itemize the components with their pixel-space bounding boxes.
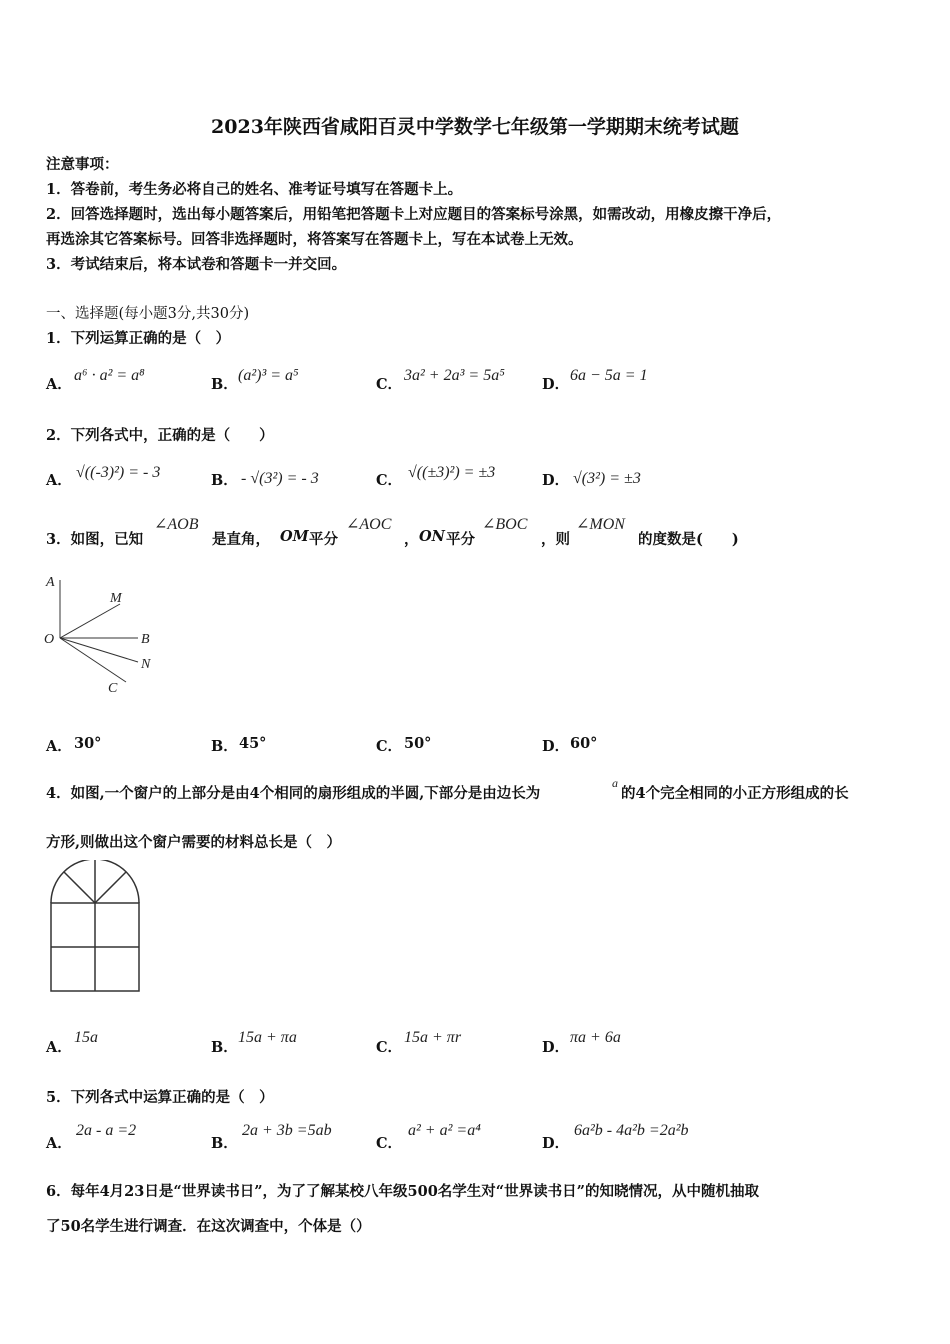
window-sector-right <box>95 872 126 903</box>
q1-stem: 1．下列运算正确的是（ ） <box>46 330 231 347</box>
q1-option-c-label: C． <box>376 376 403 393</box>
q6-line2: 了50名学生进行调查．在这次调查中，个体是（） <box>46 1218 371 1235</box>
window-sector-left <box>64 872 95 903</box>
q5-option-a-expr: 2a - a =2 <box>76 1122 137 1139</box>
q3-option-d-value: 60° <box>570 735 598 752</box>
notice-item-2-cont: 再选涂其它答案标号。回答非选择题时，将答案写在答题卡上，写在本试卷上无效。 <box>46 231 583 248</box>
q4-option-d-expr: πa + 6a <box>570 1029 621 1046</box>
q3-option-c-label: C． <box>376 738 403 755</box>
q3-option-a-value: 30° <box>74 735 102 752</box>
q4-option-d-label: D． <box>542 1039 570 1056</box>
q3-stem-part6: ，则 <box>541 531 570 548</box>
q3-stem-part4: ， <box>404 531 419 548</box>
ray-om <box>60 604 120 638</box>
q2-option-c-expr: √((±3)²) = ±3 <box>408 464 496 481</box>
q1-option-b-label: B． <box>211 376 238 393</box>
q3-stem-part1: 3．如图，已知 <box>46 531 144 548</box>
q3-on: ON <box>419 528 445 545</box>
q5-option-c-label: C． <box>376 1135 403 1152</box>
q4-option-c-expr: 15a + πr <box>404 1029 462 1046</box>
q2-option-d-label: D． <box>542 472 570 489</box>
q2-option-d-expr: √(3²) = ±3 <box>573 470 641 487</box>
q1-option-d-label: D． <box>542 376 570 393</box>
q3-option-c-value: 50° <box>404 735 432 752</box>
q3-stem-part2: 是直角， <box>212 531 270 548</box>
q3-angle-aoc: ∠AOC <box>346 516 392 533</box>
q5-option-c-expr: a² + a² =a⁴ <box>408 1122 481 1139</box>
q3-stem-part5: 平分 <box>446 531 475 548</box>
q2-stem: 2．下列各式中，正确的是（ ） <box>46 427 274 444</box>
q3-option-a-label: A． <box>46 738 72 755</box>
ray-oc <box>60 638 126 682</box>
notice-item-3: 3．考试结束后，将本试卷和答题卡一并交回。 <box>46 256 347 273</box>
q4-window-figure <box>46 860 146 995</box>
q4-option-a-expr: 15a <box>74 1029 98 1046</box>
label-a: A <box>46 575 55 590</box>
q3-angle-aob: ∠AOB <box>154 516 199 533</box>
q4-line2: 方形,则做出这个窗户需要的材料总长是（ ） <box>46 834 342 851</box>
q4-line1-start: 4．如图,一个窗户的上部分是由4个相同的扇形组成的半圆,下部分是由边长为 <box>46 785 541 802</box>
q4-var-a: a <box>612 776 618 790</box>
q3-option-d-label: D． <box>542 738 570 755</box>
section-heading: 一、选择题(每小题3分,共30分) <box>46 306 250 322</box>
q5-option-d-expr: 6a²b - 4a²b =2a²b <box>574 1122 689 1139</box>
q3-angle-figure <box>40 570 170 700</box>
q2-option-b-label: B． <box>211 472 238 489</box>
page-title: 2023年陕西省咸阳百灵中学数学七年级第一学期期末统考试题 <box>211 116 739 138</box>
q1-option-b-expr: (a²)³ = a⁵ <box>238 367 299 384</box>
label-o: O <box>44 632 55 647</box>
q1-option-a-expr: a⁶ · a² = a⁸ <box>74 367 145 384</box>
q5-stem: 5．下列各式中运算正确的是（ ） <box>46 1089 274 1106</box>
label-b: B <box>141 632 150 647</box>
q1-option-d-expr: 6a − 5a = 1 <box>570 367 648 384</box>
q4-option-c-label: C． <box>376 1039 403 1056</box>
q3-stem-part7: 的度数是( ) <box>638 531 739 548</box>
q2-option-a-label: A． <box>46 472 72 489</box>
q3-option-b-label: B． <box>211 738 238 755</box>
label-c: C <box>108 681 118 696</box>
q4-option-a-label: A． <box>46 1039 72 1056</box>
label-m: M <box>110 591 122 606</box>
q4-option-b-expr: 15a + πa <box>238 1029 297 1046</box>
q5-option-b-label: B． <box>211 1135 238 1152</box>
q2-option-c-label: C． <box>376 472 403 489</box>
notice-heading: 注意事项： <box>46 156 119 173</box>
q1-option-c-expr: 3a² + 2a³ = 5a⁵ <box>404 367 505 384</box>
notice-item-1: 1．答卷前，考生务必将自己的姓名、准考证号填写在答题卡上。 <box>46 181 463 198</box>
q3-angle-mon: ∠MON <box>576 516 625 533</box>
label-n: N <box>141 657 151 672</box>
q4-option-b-label: B． <box>211 1039 238 1056</box>
q2-option-a-expr: √((-3)²) = - 3 <box>76 464 161 481</box>
q3-angle-boc: ∠BOC <box>482 516 528 533</box>
q3-option-b-value: 45° <box>239 735 267 752</box>
q5-option-b-expr: 2a + 3b =5ab <box>242 1122 332 1139</box>
q5-option-a-label: A． <box>46 1135 72 1152</box>
q1-option-a-label: A． <box>46 376 72 393</box>
q4-line1-end: 的4个完全相同的小正方形组成的长 <box>621 785 849 802</box>
q5-option-d-label: D． <box>542 1135 570 1152</box>
ray-on <box>60 638 138 662</box>
q3-stem-part3: 平分 <box>309 531 338 548</box>
q6-line1: 6．每年4月23日是“世界读书日”，为了了解某校八年级500名学生对“世界读书日”的知晓情况，从中随机抽取 <box>46 1183 759 1200</box>
q2-option-b-expr: - √(3²) = - 3 <box>241 470 319 487</box>
notice-item-2: 2．回答选择题时，选出每小题答案后，用铅笔把答题卡上对应题目的答案标号涂黑，如需改动，用橡皮擦干净后， <box>46 206 782 223</box>
q3-om: OM <box>280 528 309 545</box>
